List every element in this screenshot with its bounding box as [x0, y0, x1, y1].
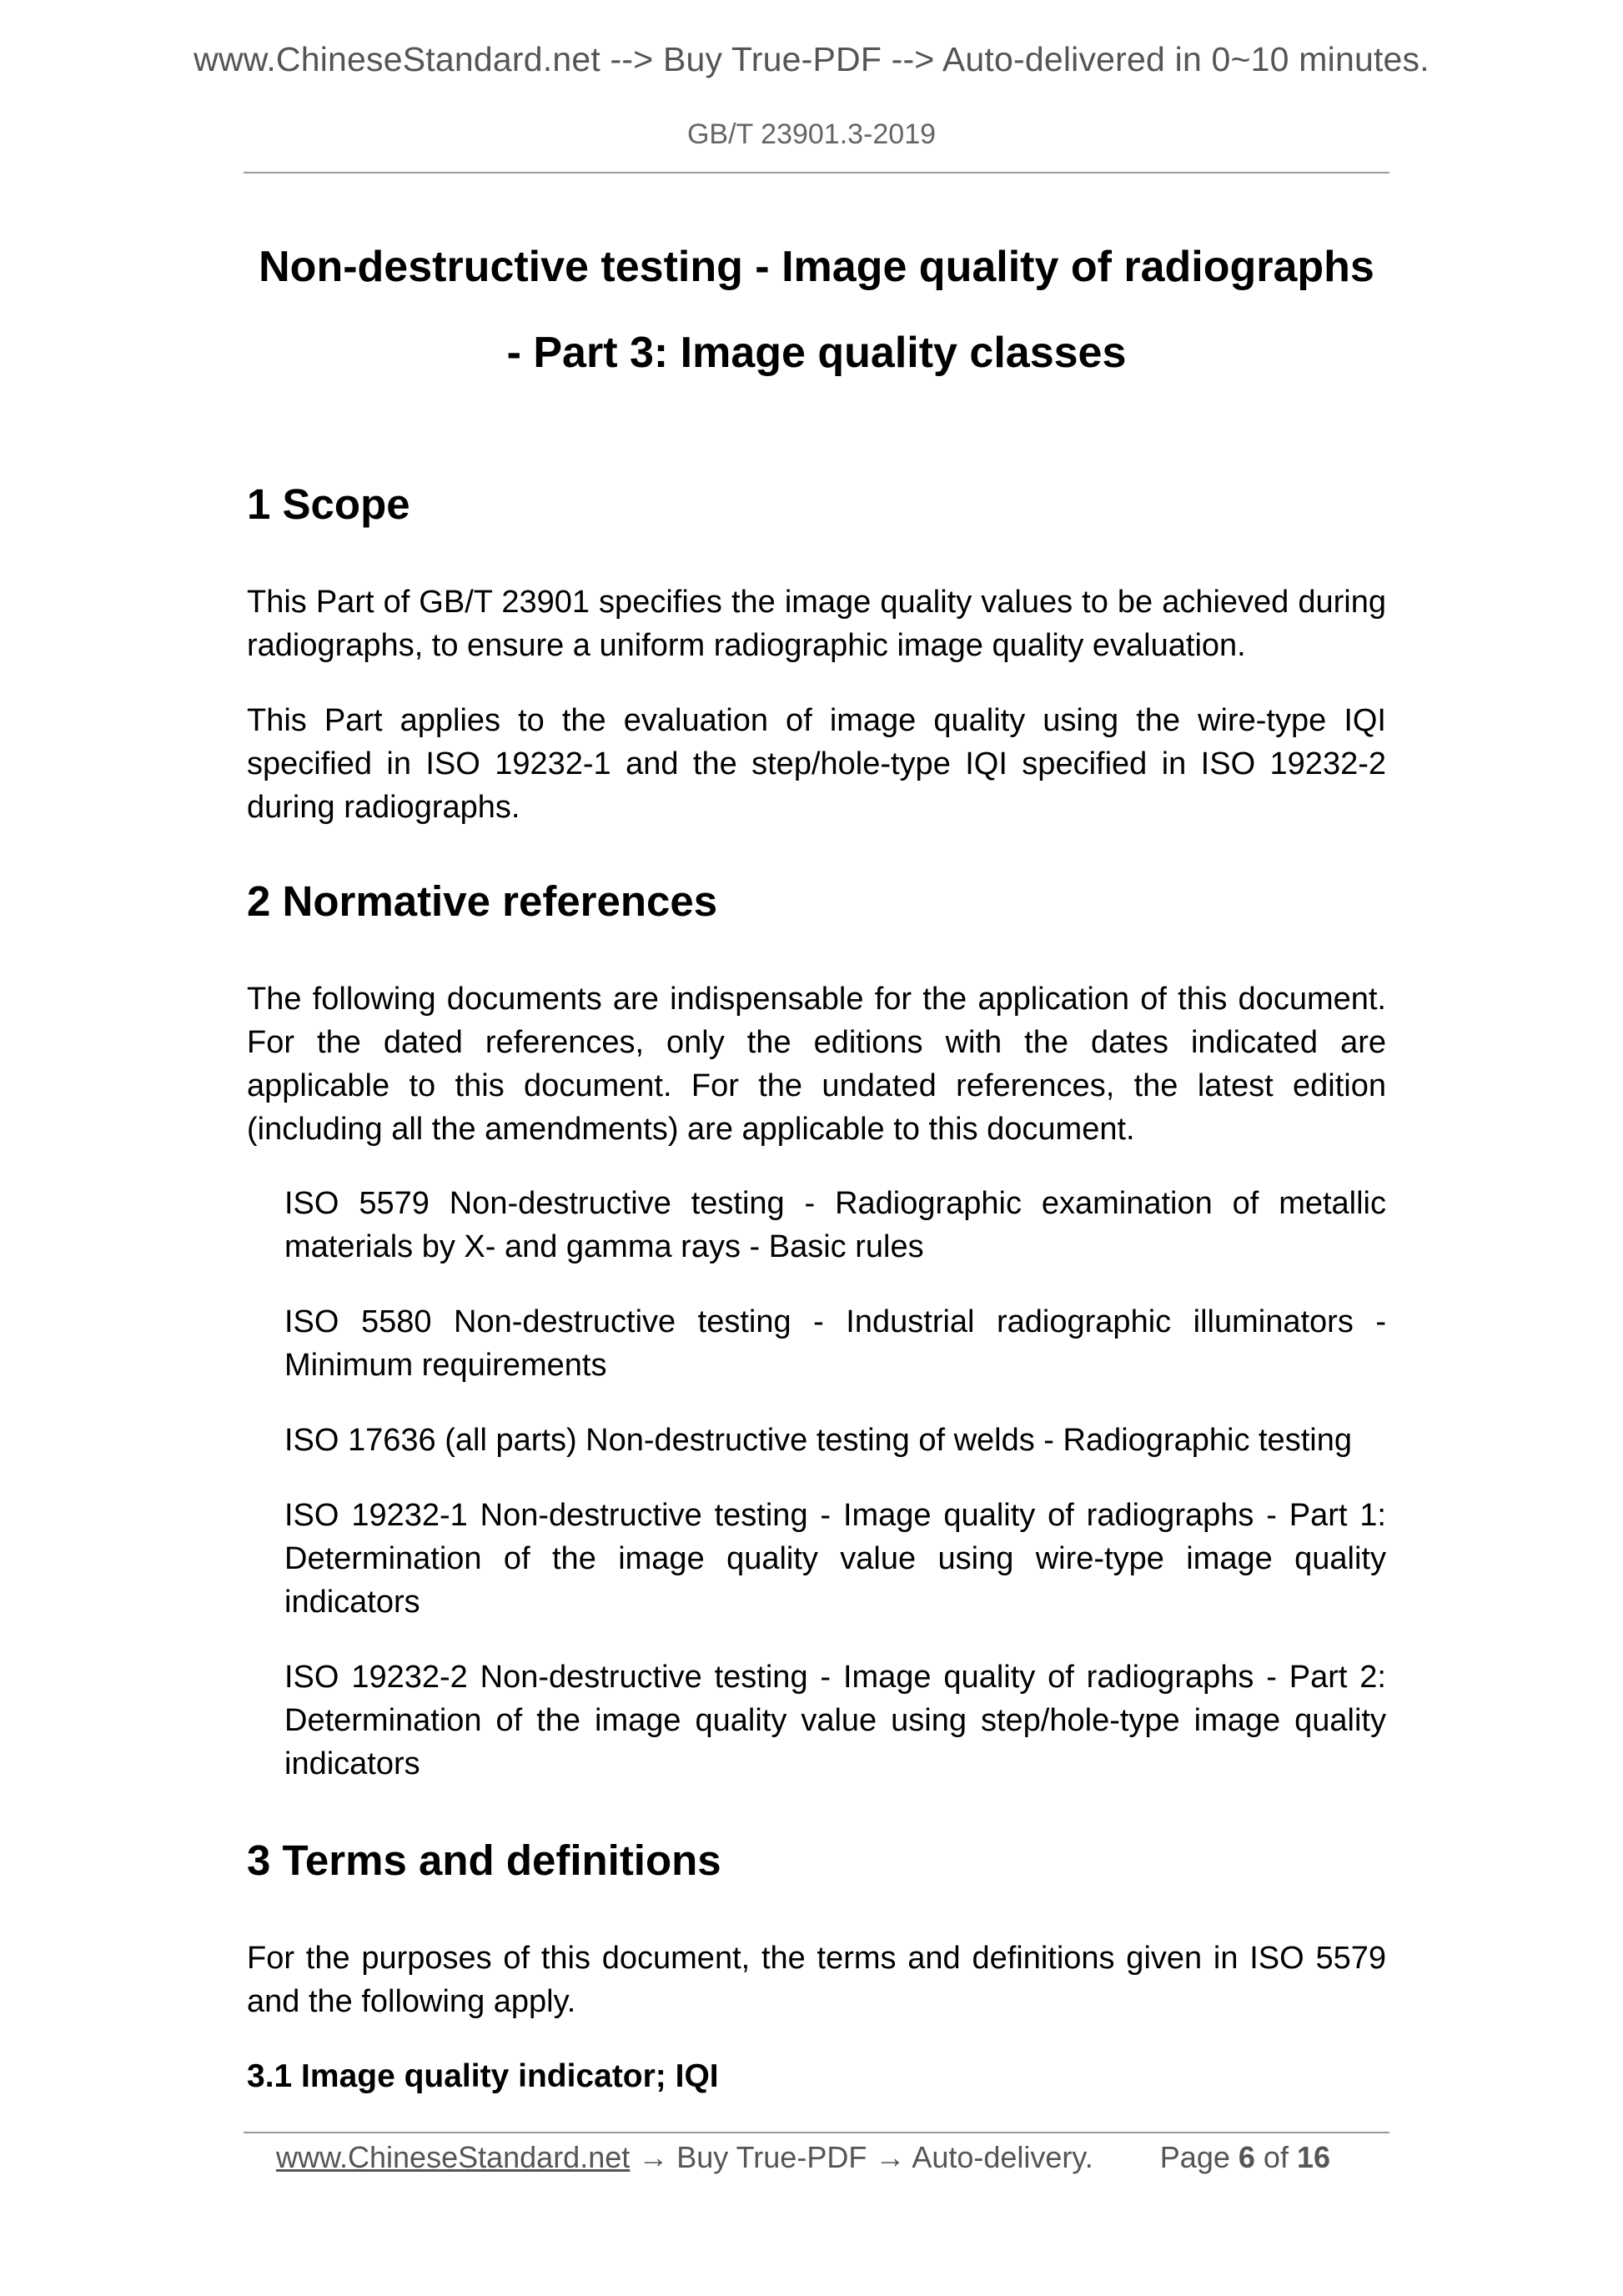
- scope-paragraph-2: This Part applies to the evaluation of image quality using the wire-type IQI specified in ISO 19232-1 and the step/hole-type IQI specified in ISO 19232-2 during radiographs.: [247, 703, 1386, 825]
- footer-site-link[interactable]: www.ChineseStandard.net: [276, 2140, 631, 2174]
- scope-paragraph-1: This Part of GB/T 23901 specifies the image quality values to be achieved during radiographs, to ensure a uniform radiographic image quality evaluation.: [247, 585, 1386, 663]
- subsection-heading-iqi: 3.1 Image quality indicator; IQI: [247, 2058, 719, 2094]
- page-number: 6: [1238, 2140, 1255, 2174]
- footer-divider: [244, 2132, 1389, 2133]
- document-title-line-2: - Part 3: Image quality classes: [506, 329, 1127, 377]
- section-heading-terms-and-definitions: 3 Terms and definitions: [247, 1836, 721, 1884]
- page-total: 16: [1296, 2140, 1331, 2174]
- header-banner: www.ChineseStandard.net --> Buy True-PDF --> Auto-delivered in 0~10 minutes.: [193, 40, 1430, 78]
- normative-references-intro: The following documents are indispensable for the application of this document. For the dated references, only the editions with the dates indicated are applicable to this document. For the undated references, the latest edition (including all the amendments) are applicable to this document.: [247, 982, 1386, 1147]
- reference-item: ISO 5580 Non-destructive testing - Industrial radiographic illuminators - Minimum requirements: [284, 1304, 1386, 1383]
- reference-item: ISO 17636 (all parts) Non-destructive testing of welds - Radiographic testing: [284, 1423, 1352, 1458]
- page-indicator: [1160, 2140, 1330, 2174]
- section-heading-scope: 1 Scope: [247, 480, 410, 528]
- reference-item: ISO 19232-1 Non-destructive testing - Image quality of radiographs - Part 1: Determination of the image quality value using wire-type image quality indicators: [284, 1498, 1386, 1620]
- of-label: of: [1263, 2140, 1289, 2174]
- header-divider: [244, 172, 1389, 173]
- footer-tagline: → Buy True-PDF → Auto-delivery.: [630, 2140, 1093, 2174]
- document-title-line-1: Non-destructive testing - Image quality of radiographs: [259, 243, 1374, 291]
- terms-intro: For the purposes of this document, the terms and definitions given in ISO 5579 and the following apply.: [247, 1941, 1386, 2019]
- page-label: Page: [1159, 2140, 1230, 2174]
- standard-code: GB/T 23901.3-2019: [686, 118, 937, 150]
- section-heading-normative-references: 2 Normative references: [247, 877, 718, 925]
- reference-item: ISO 5579 Non-destructive testing - Radiographic examination of metallic materials by X- and gamma rays - Basic rules: [284, 1186, 1386, 1264]
- page-footer: [276, 2140, 1330, 2175]
- reference-item: ISO 19232-2 Non-destructive testing - Image quality of radiographs - Part 2: Determination of the image quality value using step/hole-type image quality indicators: [284, 1660, 1386, 1781]
